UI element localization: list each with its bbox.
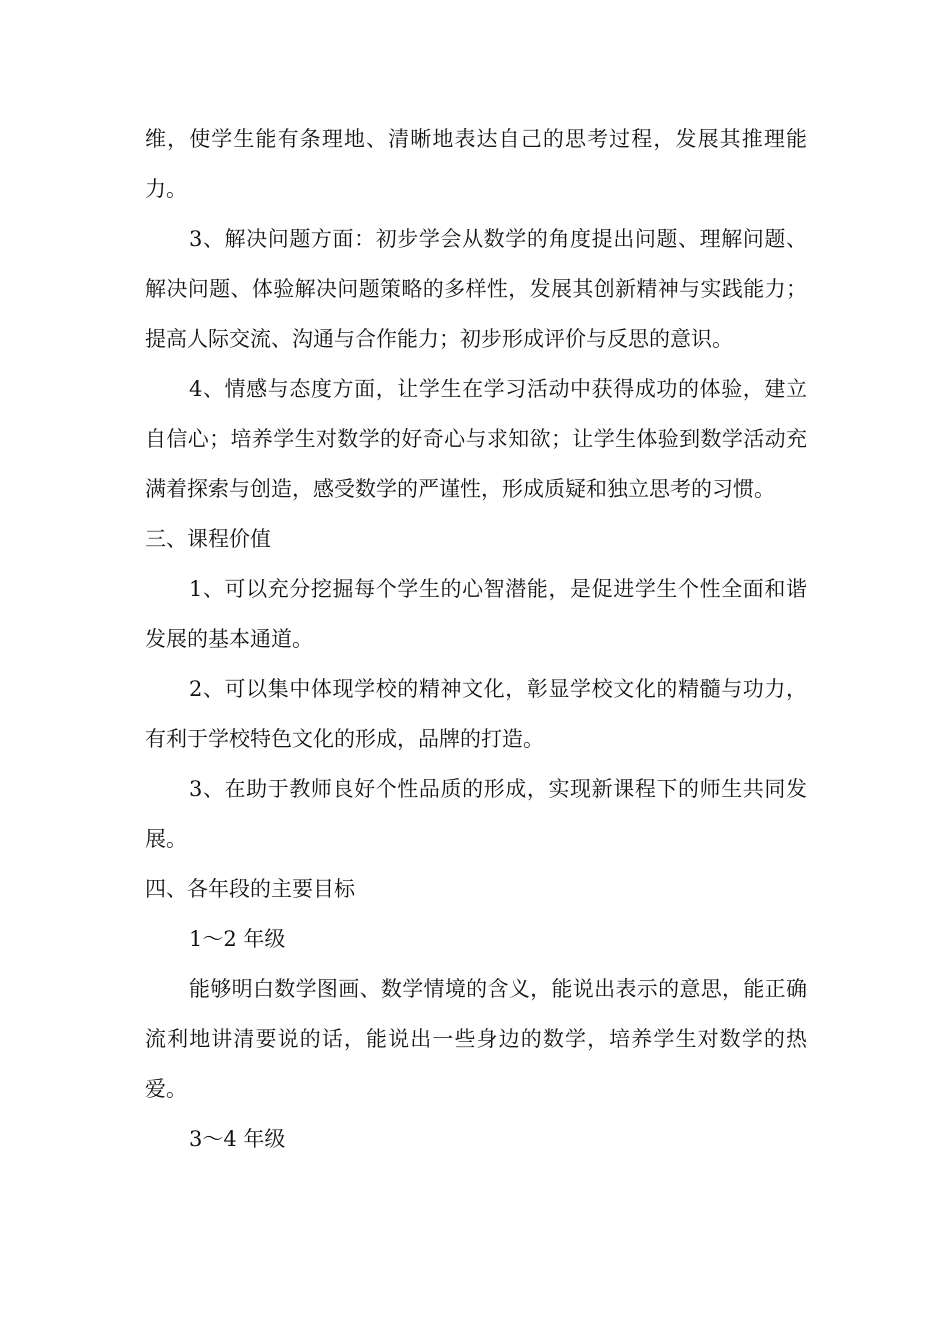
paragraph-value-3: 3、在助于教师良好个性品质的形成，实现新课程下的师生共同发展。 — [145, 777, 807, 851]
document-page — [145, 114, 807, 1164]
paragraph-value-2: 2、可以集中体现学校的精神文化，彰显学校文化的精髓与功力，有利于学校特色文化的形成，品牌的打造。 — [145, 677, 807, 751]
subheading-grade-3-4: 3～4 年级 — [189, 1127, 286, 1151]
paragraph-problem-solving: 3、解决问题方面：初步学会从数学的角度提出问题、理解问题、解决问题、体验解决问题策略的多样性，发展其创新精神与实践能力；提高人际交流、沟通与合作能力；初步形成评价与反思的意识。 — [145, 227, 807, 351]
subheading-grade-1-2: 1～2 年级 — [189, 927, 286, 951]
paragraph-value-1: 1、可以充分挖掘每个学生的心智潜能，是促进学生个性全面和谐发展的基本通道。 — [145, 577, 807, 651]
paragraph-grade-1-2-goal: 能够明白数学图画、数学情境的含义，能说出表示的意思，能正确流利地讲清要说的话，能说出一些身边的数学，培养学生对数学的热爱。 — [145, 977, 807, 1101]
paragraph-continued-reasoning: 维，使学生能有条理地、清晰地表达自己的思考过程，发展其推理能力。 — [145, 127, 807, 201]
section-heading-course-value: 三、课程价值 — [145, 527, 271, 551]
paragraph-emotion-attitude: 4、情感与态度方面，让学生在学习活动中获得成功的体验，建立自信心；培养学生对数学的好奇心与求知欲；让学生体验到数学活动充满着探索与创造，感受数学的严谨性，形成质疑和独立思考的习惯。 — [145, 377, 807, 501]
section-heading-grade-goals: 四、各年段的主要目标 — [145, 877, 355, 901]
